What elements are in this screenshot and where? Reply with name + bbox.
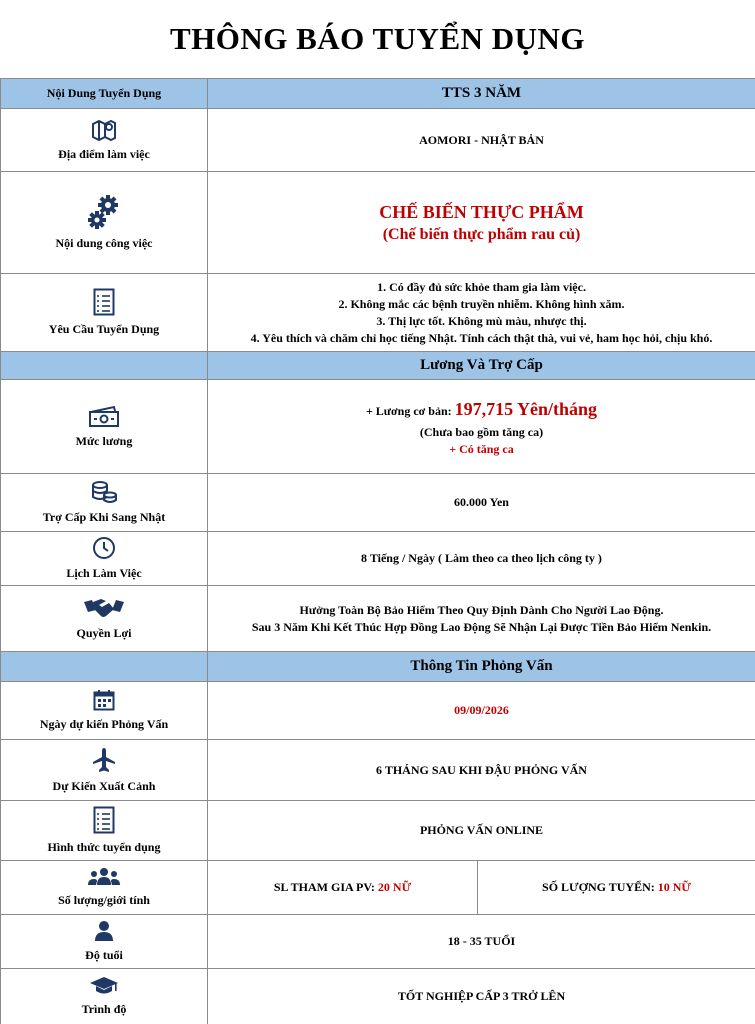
value-requirements — [208, 274, 755, 352]
money-icon — [88, 404, 120, 428]
row-requirements — [1, 274, 755, 352]
row-age — [1, 915, 755, 969]
row-form — [1, 801, 755, 861]
section-interview-header — [1, 652, 755, 682]
label-departure: Dự Kiến Xuất Cảnh — [52, 778, 156, 793]
quantity-right-value: 10 NỮ — [657, 880, 691, 894]
section-salary-title: Lương Và Trợ Cấp — [208, 352, 755, 380]
benefits-line1: Hưởng Toàn Bộ Bảo Hiểm Theo Quy Định Dành Cho Người Lao Động. — [299, 602, 664, 617]
table-header — [1, 79, 755, 109]
label-quantity: Số lượng/giới tính — [58, 893, 150, 907]
row-salary — [1, 380, 755, 474]
quantity-left-prefix: SL THAM GIA PV: — [273, 880, 375, 894]
label-salary: Mức lương — [75, 434, 133, 448]
checklist-icon — [93, 288, 115, 316]
label-interview-date: Ngày dự kiến Phỏng Vấn — [39, 717, 169, 731]
coins-icon — [90, 480, 118, 504]
value-quantity-recruit — [478, 861, 755, 915]
label-form: Hình thức tuyển dụng — [47, 840, 161, 854]
value-departure: 6 THÁNG SAU KHI ĐẬU PHỎNG VẤN — [208, 740, 755, 801]
graduation-cap-icon — [89, 976, 119, 996]
person-icon — [94, 920, 114, 942]
section-interview-title: Thông Tin Phỏng Vấn — [208, 652, 755, 682]
requirement-item: 2. Không mắc các bệnh truyền nhiễm. Không hình xăm. — [338, 296, 625, 311]
salary-note: (Chưa bao gồm tăng ca) — [419, 424, 544, 439]
row-schedule — [1, 532, 755, 586]
row-departure — [1, 740, 755, 801]
label-benefits: Quyền Lợi — [76, 626, 132, 640]
value-age: 18 - 35 TUỔI — [208, 915, 755, 969]
value-schedule: 8 Tiếng / Ngày ( Làm theo ca theo lịch công ty ) — [208, 532, 755, 586]
clock-icon — [92, 536, 116, 560]
value-job — [208, 172, 755, 274]
label-allowance: Trợ Cấp Khi Sang Nhật — [42, 510, 166, 524]
requirement-item: 1. Có đầy đủ sức khỏe tham gia làm việc. — [377, 279, 586, 294]
row-interview-date — [1, 682, 755, 740]
requirement-item: 3. Thị lực tốt. Không mù màu, nhược thị. — [376, 313, 587, 328]
page-title: THÔNG BÁO TUYỂN DỤNG — [169, 21, 586, 56]
requirement-item: 4. Yêu thích và chăm chỉ học tiếng Nhật. Tính cách thật thà, vui vẻ, ham học hỏi, chịu khó. — [250, 330, 713, 345]
value-allowance: 60.000 Yen — [208, 474, 755, 532]
value-form: PHỎNG VẤN ONLINE — [208, 801, 755, 861]
job-subtitle: (Chế biến thực phẩm rau củ) — [382, 225, 581, 243]
label-requirements: Yêu Cầu Tuyển Dụng — [48, 322, 160, 336]
benefits-line2: Sau 3 Năm Khi Kết Thúc Hợp Đồng Lao Động Sẽ Nhận Lại Được Tiền Bảo Hiểm Nenkin. — [251, 619, 712, 634]
handshake-icon — [84, 596, 124, 620]
gears-icon — [87, 194, 121, 230]
row-quantity — [1, 861, 755, 915]
label-job: Nội dung công việc — [55, 236, 153, 250]
row-location — [1, 109, 755, 172]
row-education — [1, 969, 755, 1024]
label-age: Độ tuổi — [85, 948, 123, 962]
airplane-icon — [92, 747, 116, 773]
label-education: Trình độ — [81, 1002, 127, 1016]
calendar-icon — [93, 689, 115, 711]
section-salary-header — [1, 352, 755, 380]
value-education: TỐT NGHIỆP CẤP 3 TRỞ LÊN — [208, 969, 755, 1024]
value-location: AOMORI - NHẬT BẢN — [208, 109, 755, 172]
recruitment-table — [0, 78, 755, 1024]
map-icon — [91, 119, 117, 141]
value-benefits — [208, 586, 755, 652]
label-schedule: Lịch Làm Việc — [66, 566, 142, 580]
label-location: Địa điểm làm việc — [58, 146, 150, 161]
value-salary — [208, 380, 755, 474]
quantity-left-value: 20 NỮ — [377, 880, 412, 894]
salary-overtime: + Có tăng ca — [449, 441, 514, 456]
row-allowance — [1, 474, 755, 532]
quantity-right-prefix: SỐ LƯỢNG TUYỂN: — [542, 880, 655, 894]
row-job — [1, 172, 755, 274]
users-icon — [88, 867, 120, 887]
value-interview-date: 09/09/2026 — [208, 682, 755, 740]
job-title: CHẾ BIẾN THỰC PHẨM — [379, 201, 584, 222]
salary-prefix: + Lương cơ bản: — [365, 403, 452, 418]
header-left: Nội Dung Tuyển Dụng — [1, 79, 208, 109]
header-right: TTS 3 NĂM — [208, 79, 755, 109]
salary-amount: 197,715 Yên/tháng — [454, 398, 598, 419]
row-benefits — [1, 586, 755, 652]
checklist-icon — [93, 806, 115, 834]
value-quantity-participants — [208, 861, 478, 915]
